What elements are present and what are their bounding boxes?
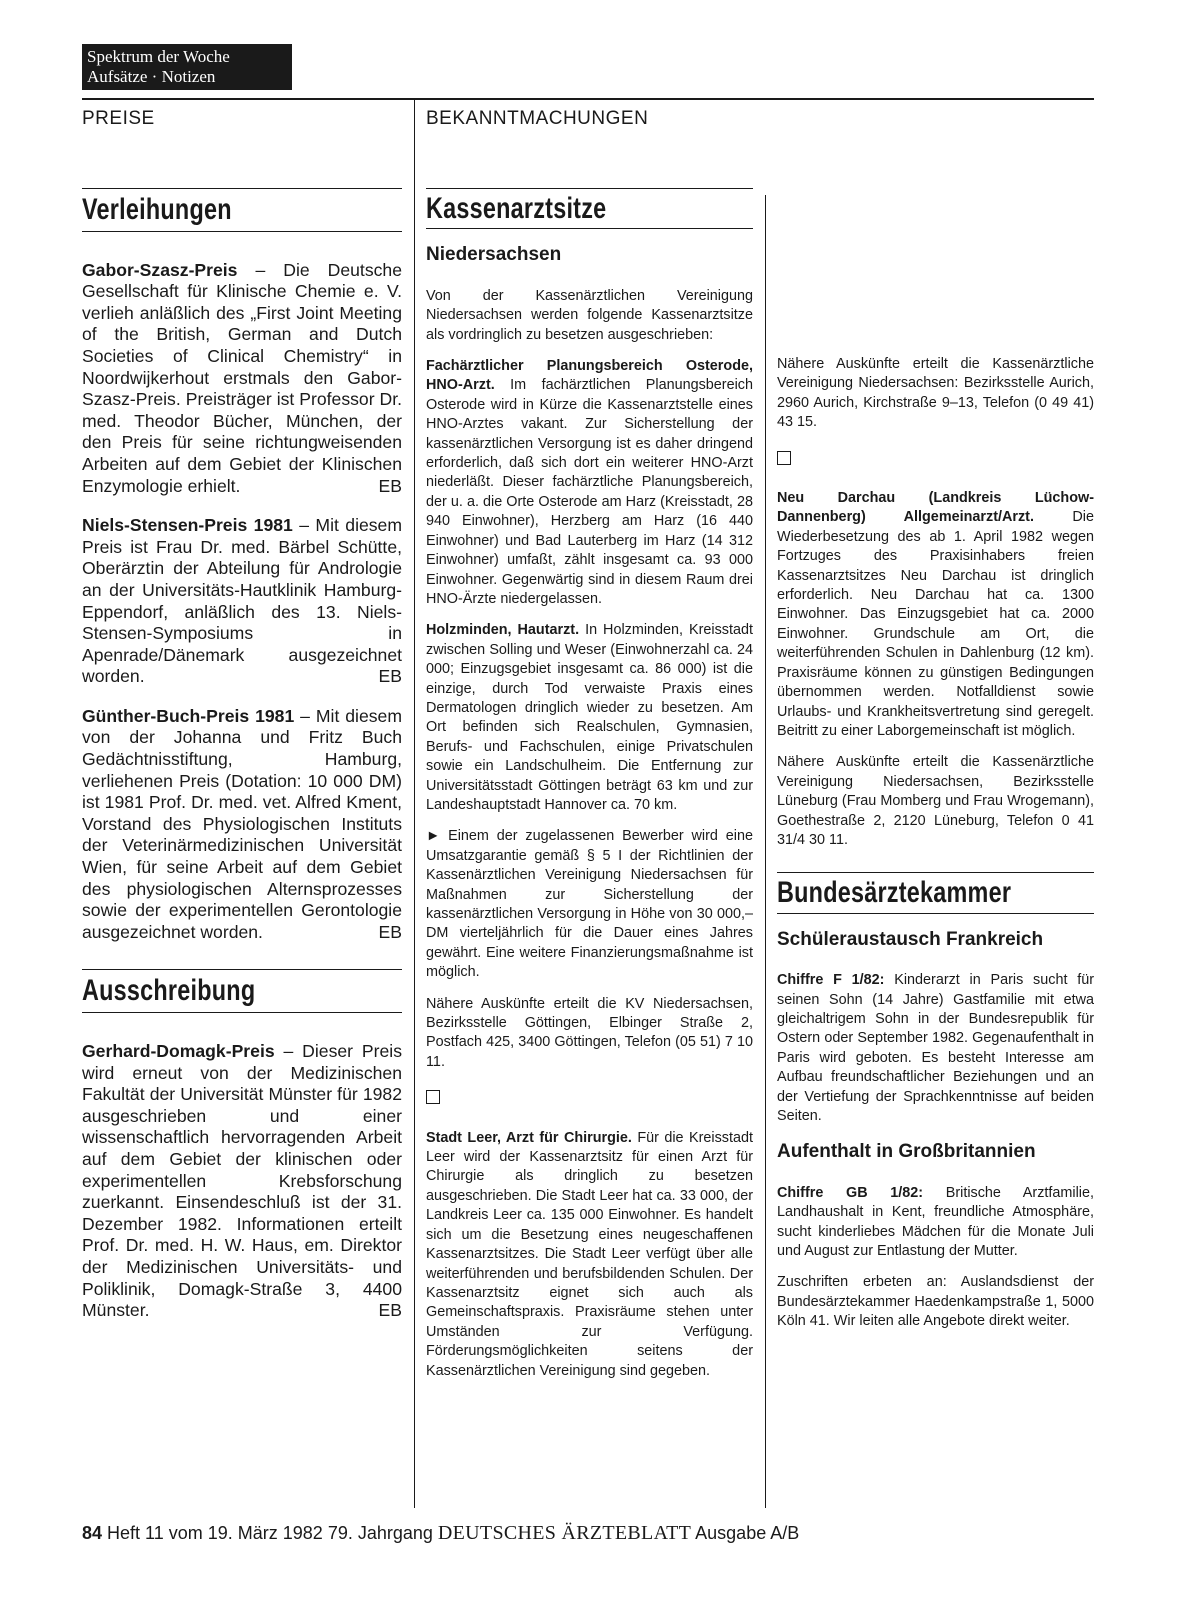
award-item: Gabor-Szasz-Preis – Die Deutsche Gesellschaft für Klinische Chemie e. V. verlieh anläßlich des „First Joint Meeting of the British, German and Dutch Societies of Clinical Chemistry“ in Noordwijkerhout erstmals den Gabor-Szasz-Preis. Preisträger ist Professor Dr. med. Theodor Bücher, München, der den Preis für seine richtungweisenden Arbeiten auf dem Gebiet der Klinischen Enzymologie erhielt. EB (82, 259, 402, 496)
masthead-line2: Aufsätze · Notizen (87, 67, 216, 86)
subheading-niedersachsen: Niedersachsen (426, 244, 562, 266)
contact-aurich: Nähere Auskünfte erteilt die Kassenärztliche Vereinigung Niedersachsen: Bezirksstelle Aurich, 2960 Aurich, Kirchstraße 9–13, Telefon (0 49 41) 43 15. (777, 356, 1094, 431)
edition: Ausgabe A/B (695, 1523, 800, 1543)
section-label-preise: PREISE (82, 108, 155, 129)
contact-lueneburg: Nähere Auskünfte erteilt die Kassenärztliche Vereinigung Niedersachsen, Bezirksstelle Lüneburg (Frau Momberg und Frau Wrogemann), Goethestraße 2, 2120 Lüneburg, Telefon 0 41 31/4 30 11. (777, 754, 1094, 848)
listing-chiffre-gb: Chiffre GB 1/82: Britische Arztfamilie, Landhaushalt in Kent, freundliche Atmosphäre, sucht kinderliebes Mädchen für die Monate Juli und August zur Entlastung der Mutter. (777, 1184, 1094, 1260)
award-name: Niels-Stensen-Preis 1981 (82, 515, 293, 536)
intro-paragraph: Von der Kassenärztlichen Vereinigung Niedersachsen werden folgende Kassenarztsitze als vordringlich zu besetzen ausgeschrieben: (426, 287, 753, 343)
author-sig: EB (378, 921, 402, 942)
listing-chiffre-f: Chiffre F 1/82: Kinderarzt in Paris sucht für seinen Sohn (14 Jahre) Gastfamilie mit etwa gleichaltrigem Sohn in der Bundesrepublik für Ostern oder September 1982. Gegenaufenthalt in Paris wird geboten. Es besteht Interesse am Aufbau freundschaftlicher Beziehungen und an der Vertiefung der Sprachkenntnisse auf beiden Seiten. (777, 972, 1094, 1124)
issue-info: Heft 11 vom 19. März 1982 79. Jahrgang (107, 1523, 433, 1543)
award-name: Gerhard-Domagk-Preis (82, 1041, 275, 1061)
author-sig: EB (378, 475, 402, 496)
heading-ausschreibung: Ausschreibung (82, 974, 256, 1008)
award-item: Niels-Stensen-Preis 1981 – Mit diesem Preis ist Frau Dr. med. Bärbel Schütte, Oberärztin der Abteilung für Andrologie an der Universitäts-Hautklinik Hamburg-Eppendorf, anläßlich des 13. Niels-Stensen-Symposiums in Apenrade/Dänemark ausgezeichnet worden. EB (82, 515, 403, 687)
heading-verleihungen: Verleihungen (82, 193, 232, 226)
award-item: Günther-Buch-Preis 1981 – Mit diesem von der Johanna und Fritz Buch Gedächtnisstiftung, Hamburg, verliehenen Preis (Dotation: 10 000 DM) ist 1981 Prof. Dr. med. vet. Alfred Kment, Vorstand des Physiologischen Instituts der Veterinärmedizinischen Universität Wien, für seine Arbeit auf dem Gebiet des physiologischen Alternsprozesses sowie der experimentellen Gerontologie ausgezeichnet worden. EB (82, 705, 402, 942)
listing-holzminden: Holzminden, Hautarzt. In Holzminden, Kreisstadt zwischen Solling und Weser (Einwohnerzahl ca. 24 000; Einzugsgebiet insgesamt ca. 86 000) ist die einzige, durch Tod verwaiste Praxis eines Dermatologen dringlich wieder zu besetzen. Am Ort befinden sich Realschulen, Gymnasien, Berufs- und Fachschulen, einige Privatschulen sowie ein Landschulheim. Die Entfernung zur Universitätsstadt Göttingen beträgt 63 km und zur Landeshauptstadt Hannover ca. 70 km. (426, 622, 754, 813)
subheading-schueleraustausch: Schüleraustausch Frankreich (777, 928, 1044, 950)
contact-goettingen: Nähere Auskünfte erteilt die KV Niedersachsen, Bezirksstelle Göttingen, Elbinger Straße 2, Postfach 425, 3400 Göttingen, Telefon (05 51) 7 10 11. (426, 995, 753, 1070)
subheading-grossbritannien: Aufenthalt in Großbritannien (777, 1141, 1036, 1163)
heading-kassenarztsitze: Kassenarztsitze (426, 192, 607, 225)
heading-bundesaerztekammer: Bundesärztekammer (777, 876, 1012, 910)
heading-box-verleihungen (82, 188, 402, 232)
listing-osterode: Fachärztlicher Planungsbereich Osterode, HNO-Arzt. Im fachärztlichen Planungsbereich Osterode wird in Kürze die Kassenarztstelle eines HNO-Arztes vakant. Zur Sicherstellung der kassenärztlichen Versorgung ist es daher dringend erforderlich, daß sich dort ein weiterer HNO-Arzt niederläßt. Dieser fachärztliche Planungsbereich, der u. a. die Orte Osterode am Harz (Kreisstadt, 28 940 Einwohner), Herzberg am Harz (16 440 Einwohner) und Bad Lauterberg im Harz (14 312 Einwohner) umfaßt, zählt insgesamt ca. 93 000 Einwohner. Gegenwärtig sind in diesem Raum drei HNO-Ärzte niedergelassen. (426, 358, 753, 607)
heading-box-ausschreibung (82, 969, 402, 1013)
page-footer (82, 1522, 799, 1545)
garantie-paragraph: ► Einem der zugelassenen Bewerber wird eine Umsatzgarantie gemäß § 5 I der Richtlinien der Kassenärztlichen Vereinigung Niedersachsen für Maßnahmen zur Sicherstellung der kassenärztlichen Versorgung in Höhe von 30 000,– DM vierteljährlich für die Dauer eines Jahres gewährt. Eine weitere Finanzierungsmaßnahme ist möglich. (426, 828, 753, 981)
zuschriften-paragraph: Zuschriften erbeten an: Auslandsdienst der Bundesärztekammer Haedenkampstraße 1, 5000 Köln 41. Wir leiten alle Angebote direkt weiter. (777, 1274, 1094, 1330)
column-right-main (777, 355, 1094, 1344)
square-bullet-icon (777, 451, 791, 465)
heading-box-kassenarztsitze (426, 188, 753, 229)
column-kassenarztsitze (426, 188, 753, 1393)
award-item: Gerhard-Domagk-Preis – Dieser Preis wird erneut von der Medizinischen Fakultät der Universität Münster für 1982 ausgeschrieben und einer wissenschaftlich hervorragenden Arbeit auf dem Gebiet der klinischen oder experimentellen Krebsforschung zuerkannt. Einsendeschluß ist der 31. Dezember 1982. Informationen erteilt Prof. Dr. med. H. W. Haus, em. Direktor der Medizinischen Universitäts- und Poliklinik, Domagk-Straße 3, 4400 Münster. EB (82, 1041, 402, 1321)
column-divider (414, 98, 415, 1508)
award-name: Gabor-Szasz-Preis (82, 259, 238, 280)
page-number: 84 (82, 1523, 103, 1543)
journal-name: DEUTSCHES ÄRZTEBLATT (437, 1522, 692, 1544)
column-preise (82, 188, 402, 1340)
listing-leer: Stadt Leer, Arzt für Chirurgie. Für die Kreisstadt Leer wird der Kassenarztsitz für einen Arzt für Chirurgie als dringlich zu besetzen ausgeschrieben. Die Stadt Leer hat ca. 33 000, der Landkreis Leer ca. 135 000 Einwohner. Es handelt sich um die Besetzung eines neugeschaffenen Kassenarztsitzes. Die Stadt Leer verfügt über alle weiterführenden und berufsbildenden Schulen. Der Kassenarztsitz eignet sich auch als Gemeinschaftspraxis. Praxisräume stehen unter Umständen zur Verfügung. Förderungsmöglichkeiten seitens der Kassenärztlichen Vereinigung sind gegeben. (426, 1129, 753, 1379)
heading-box-bundesaerztekammer (777, 872, 1094, 913)
column-divider-right (765, 195, 766, 1508)
section-label-bekanntmachungen: BEKANNTMACHUNGEN (426, 108, 649, 129)
masthead-line1: Spektrum der Woche (87, 47, 230, 66)
masthead (82, 44, 292, 90)
author-sig: EB (378, 666, 402, 687)
top-rule (82, 98, 1094, 100)
award-name: Günther-Buch-Preis 1981 (82, 705, 295, 726)
listing-darchau: Neu Darchau (Landkreis Lüchow-Dannenberg) Allgemeinarzt/Arzt. Die Wiederbesetzung des ab 1. April 1982 wegen Fortzuges des Praxisinhabers freien Kassenarztsitzes Neu Darchau ist dringlich erforderlich. Neu Darchau hat ca. 1300 Einwohner. Das Einzugsgebiet hat ca. 2000 Einwohner. Grundschule am Ort, die weiterführenden Schulen in Dahlenburg (12 km). Praxisräume können zu günstigen Bedingungen übernommen werden. Notfalldienst sowie Urlaubs- und Krankheitsvertretung sind geregelt. Beitritt zu einer Laborgemeinschaft ist möglich. (777, 490, 1094, 739)
square-bullet-icon (426, 1090, 440, 1104)
author-sig: EB (378, 1300, 402, 1321)
